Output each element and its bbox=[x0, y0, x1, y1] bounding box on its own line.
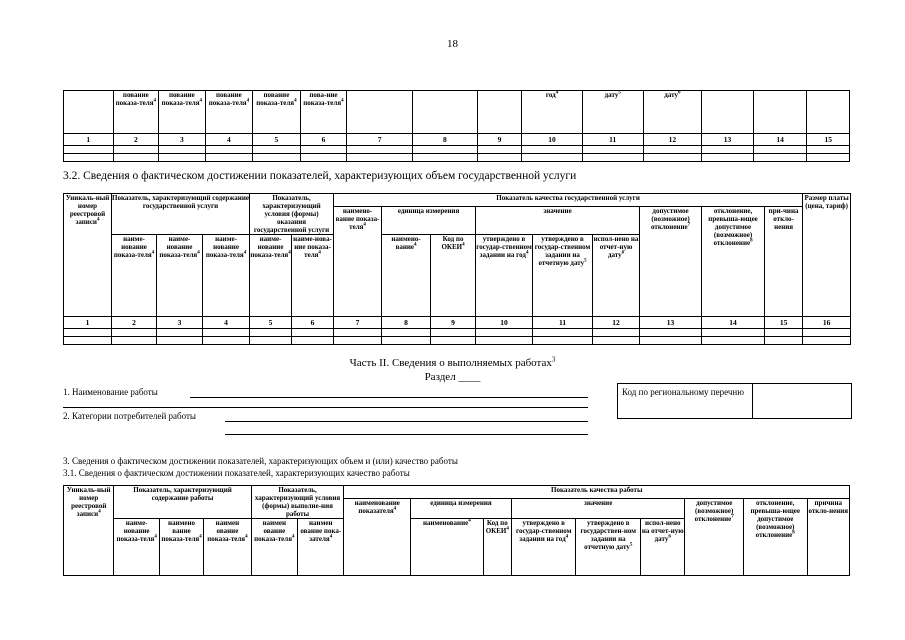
empty-cell bbox=[412, 91, 477, 134]
deviation-reason-header: причина откло-нения bbox=[807, 499, 849, 576]
section-3-2-title: 3.2. Сведения о фактическом достижении показателей, характеризующих объем государственной услуги bbox=[63, 170, 577, 182]
consumers-line bbox=[225, 421, 588, 422]
column-number: 7 bbox=[334, 317, 382, 329]
quality-indicator-header: Показатель качества работы bbox=[344, 486, 850, 499]
sub-indicator-name: наимен ование показа-теля$^4$ bbox=[204, 519, 251, 576]
unit-header: единица измерения bbox=[382, 207, 476, 235]
deviation-reason-header: при-чина откло-нения bbox=[765, 207, 803, 317]
empty-cell bbox=[753, 91, 807, 134]
work-name-line-2 bbox=[63, 407, 588, 408]
column-number: 5 bbox=[250, 317, 292, 329]
date-header: дату$^6$ bbox=[643, 91, 702, 134]
table-row bbox=[64, 146, 850, 154]
okei-code-header: Код по ОКЕИ$^4$ bbox=[431, 235, 476, 317]
consumers-label: 2. Категории потребителей работы bbox=[63, 411, 196, 421]
section-3-1-title: 3.1. Сведения о фактическом достижении показателей, характеризующих качество работы bbox=[63, 468, 410, 478]
unique-number-header: Уникаль-ный номер реестровой записи$^4$ bbox=[64, 486, 114, 576]
approved-year-header: утверждено в государ-ственном задании на год$^4$ bbox=[476, 235, 533, 317]
sub-indicator-name: наимено вание показа-теля$^4$ bbox=[159, 519, 203, 576]
column-number: 11 bbox=[582, 134, 643, 146]
column-number: 13 bbox=[640, 317, 702, 329]
indicator-name-header: пование показа-теля$^4$ bbox=[253, 91, 301, 134]
indicator-name-header: пование показа-теля$^4$ bbox=[205, 91, 253, 134]
quality-indicator-header: Показатель качества государственной услуги bbox=[334, 194, 803, 207]
part-2-title: Часть II. Сведения о выполняемых работах$^3$ bbox=[349, 355, 556, 369]
approved-date-header: утверждено в государ-ственном задании на отчетную дату$^5$ bbox=[533, 235, 593, 317]
allowed-deviation-header: допустимое (возможное) отклонение$^7$ bbox=[640, 207, 702, 317]
okei-code-header: Код по ОКЕИ$^4$ bbox=[483, 519, 511, 576]
work-name-line bbox=[190, 397, 588, 398]
done-date-header: испол-нено на отчет-ную дату$^6$ bbox=[593, 235, 640, 317]
regional-code-label: Код по региональному перечню bbox=[622, 387, 744, 397]
payment-header: Размер платы (цена, тариф) bbox=[803, 194, 851, 317]
column-number: 2 bbox=[112, 317, 157, 329]
consumers-line-2 bbox=[225, 434, 588, 435]
empty-cell bbox=[807, 91, 850, 134]
indicator-name-header: пова-ние показа-теля$^4$ bbox=[300, 91, 347, 134]
column-number: 8 bbox=[412, 134, 477, 146]
sub-indicator-name: наиме-нование показа-теля$^4$ bbox=[112, 235, 157, 317]
column-number: 12 bbox=[643, 134, 702, 146]
done-date-header: испол-нено на отчет-ную дату$^6$ bbox=[641, 519, 685, 576]
column-number: 15 bbox=[807, 134, 850, 146]
exceeding-deviation-header: отклонение, превыша-ющее допустимое (возможное) отклонение$^8$ bbox=[743, 499, 807, 576]
approved-date-header: утверждено в государствен-ном задании на отчетную дату$^5$ bbox=[576, 519, 641, 576]
empty-cell bbox=[64, 91, 114, 134]
date-header: дату$^5$ bbox=[582, 91, 643, 134]
column-number: 14 bbox=[753, 134, 807, 146]
column-number: 7 bbox=[347, 134, 413, 146]
exceeding-deviation-header: отклонение, превыша-ющее допустимое (возможное) отклонение$^8$ bbox=[702, 207, 765, 317]
column-number: 9 bbox=[431, 317, 476, 329]
column-number: 12 bbox=[593, 317, 640, 329]
approved-year-header: утверждено в государ-ственном задании на год$^4$ bbox=[511, 519, 576, 576]
unique-number-header: Уникаль-ный номер реестровой записи$^4$ bbox=[64, 194, 112, 317]
sub-indicator-name: наиме-нование показа-теля$^4$ bbox=[203, 235, 250, 317]
conditions-indicator-header: Показатель, характеризующий условия (формы) выполне-ния работы bbox=[251, 486, 344, 519]
column-number: 11 bbox=[533, 317, 593, 329]
sub-indicator-name: наимен ование пока-зателя$^4$ bbox=[298, 519, 344, 576]
table-row bbox=[64, 329, 851, 337]
column-numbers-row bbox=[64, 317, 851, 329]
column-number: 10 bbox=[522, 134, 583, 146]
column-number: 6 bbox=[300, 134, 347, 146]
column-number: 14 bbox=[702, 317, 765, 329]
empty-cell bbox=[702, 91, 754, 134]
column-number: 9 bbox=[477, 134, 522, 146]
column-number: 15 bbox=[765, 317, 803, 329]
content-indicator-header: Показатель, характеризующий содержание государственной услуги bbox=[112, 194, 250, 235]
work-name-label: 1. Наименование работы bbox=[63, 387, 158, 397]
column-number: 1 bbox=[64, 134, 114, 146]
indicator-name-header: наименование показателя$^4$ bbox=[344, 499, 411, 576]
sub-indicator-name: наиме-нование показа-теля$^4$ bbox=[157, 235, 203, 317]
column-number: 4 bbox=[203, 317, 250, 329]
column-number: 6 bbox=[292, 317, 334, 329]
regional-code-box bbox=[617, 383, 852, 419]
page-number: 18 bbox=[447, 38, 458, 50]
column-number: 10 bbox=[476, 317, 533, 329]
table-row bbox=[64, 154, 850, 162]
column-number: 2 bbox=[113, 134, 159, 146]
column-number: 13 bbox=[702, 134, 754, 146]
sub-indicator-name: наиме-нование показа-теля$^4$ bbox=[250, 235, 292, 317]
allowed-deviation-header: допустимое (возможное) отклонение$^7$ bbox=[685, 499, 744, 576]
work-quality-table bbox=[63, 485, 850, 576]
unit-header: единица измерения bbox=[411, 499, 512, 519]
sub-indicator-name: наиме-нова-ние показа-теля$^4$ bbox=[292, 235, 334, 317]
column-number: 16 bbox=[803, 317, 851, 329]
value-header: значение bbox=[476, 207, 640, 235]
content-indicator-header: Показатель, характеризующий содержание работы bbox=[114, 486, 251, 519]
unit-name-header: наимено-вание$^4$ bbox=[382, 235, 431, 317]
sub-indicator-name: наимен ование показа-теля$^4$ bbox=[251, 519, 297, 576]
top-table bbox=[63, 90, 850, 162]
empty-cell bbox=[477, 91, 522, 134]
conditions-indicator-header: Показатель, характеризующий условия (формы) оказания государственной услуги bbox=[250, 194, 334, 235]
section-3-title: 3. Сведения о фактическом достижении показателей, характеризующих объем и (или) качество работы bbox=[63, 456, 458, 466]
column-number: 3 bbox=[159, 134, 206, 146]
sub-indicator-name: наиме-нование показа-теля$^4$ bbox=[114, 519, 159, 576]
year-header: год$^4$ bbox=[522, 91, 583, 134]
column-numbers-row bbox=[64, 134, 850, 146]
column-number: 4 bbox=[205, 134, 253, 146]
indicator-name-header: пование показа-теля$^4$ bbox=[159, 91, 206, 134]
indicator-name-header: пование показа-теля$^4$ bbox=[113, 91, 159, 134]
unit-name-header: наименование$^4$ bbox=[411, 519, 484, 576]
volume-table bbox=[63, 193, 851, 345]
table-row bbox=[64, 337, 851, 345]
section-label: Раздел ____ bbox=[424, 371, 481, 383]
value-header: значение bbox=[511, 499, 685, 519]
column-number: 1 bbox=[64, 317, 112, 329]
column-number: 3 bbox=[157, 317, 203, 329]
column-number: 5 bbox=[253, 134, 301, 146]
column-number: 8 bbox=[382, 317, 431, 329]
empty-cell bbox=[347, 91, 413, 134]
indicator-name-header: наимено-вание показа-теля$^4$ bbox=[334, 207, 382, 317]
regional-code-field bbox=[752, 384, 753, 418]
